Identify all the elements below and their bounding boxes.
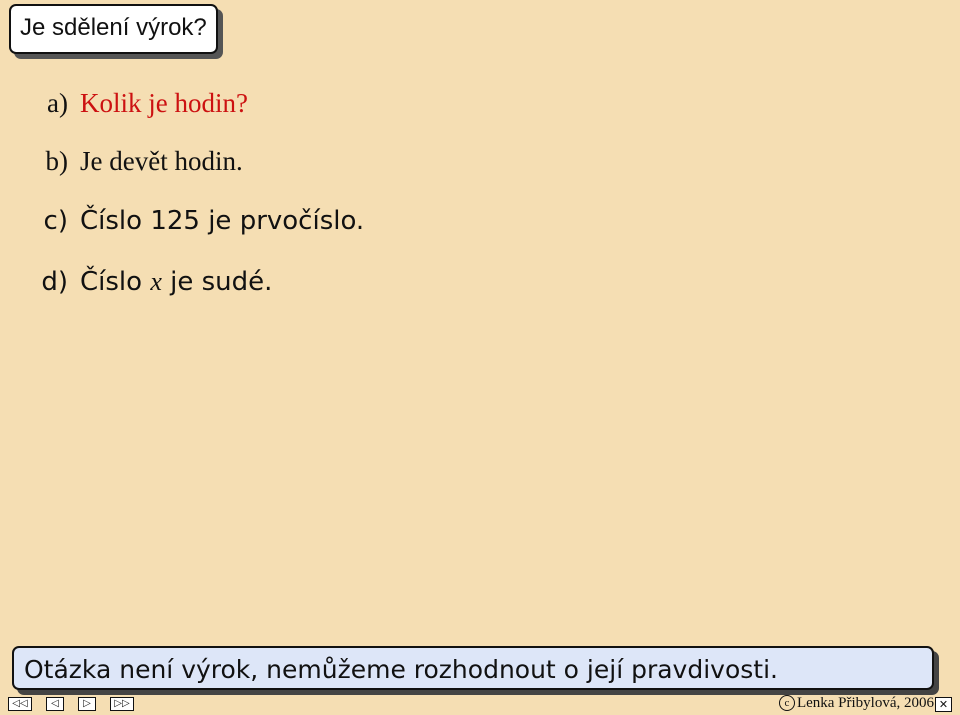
item-text: Je devět hodin. bbox=[80, 146, 243, 176]
item-text bbox=[80, 267, 272, 297]
slide-title: Je sdělení výrok? bbox=[9, 4, 218, 54]
close-button[interactable]: ✕ bbox=[935, 697, 952, 712]
item-text: Číslo 125 je prvočíslo. bbox=[80, 206, 365, 236]
copyright-notice bbox=[779, 695, 934, 712]
item-text-before: Číslo bbox=[80, 267, 151, 297]
first-slide-button[interactable]: ◁◁ bbox=[8, 697, 32, 711]
item-text: Kolik je hodin? bbox=[80, 88, 248, 118]
conclusion-box: Otázka není výrok, nemůžeme rozhodnout o její pravdivosti. bbox=[12, 646, 934, 690]
item-label: b) bbox=[45, 146, 68, 176]
last-slide-button[interactable]: ▷▷ bbox=[110, 697, 134, 711]
list-item-b bbox=[28, 146, 243, 177]
copyright-icon: c bbox=[779, 695, 795, 711]
list-item-c bbox=[28, 205, 364, 236]
next-slide-button[interactable]: ▷ bbox=[78, 697, 96, 711]
item-label: d) bbox=[41, 267, 68, 297]
list-item-a bbox=[28, 88, 248, 119]
item-label: c) bbox=[43, 206, 68, 236]
previous-slide-button[interactable]: ◁ bbox=[46, 697, 64, 711]
item-label: a) bbox=[47, 88, 68, 118]
copyright-text: Lenka Přibylová, 2006 bbox=[796, 695, 934, 711]
list-item-d bbox=[28, 266, 272, 297]
math-variable: x bbox=[150, 267, 162, 296]
item-text-after: je sudé. bbox=[161, 267, 273, 297]
